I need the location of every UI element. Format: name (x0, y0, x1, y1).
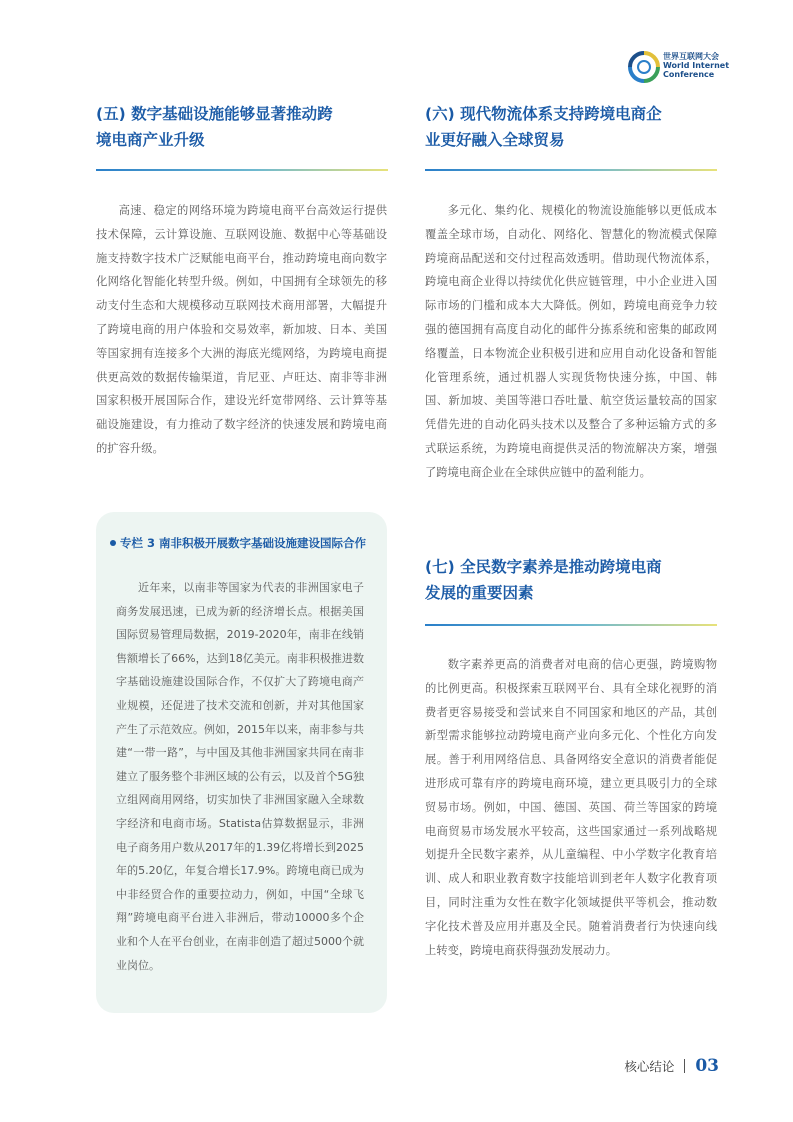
section-7-divider (425, 624, 717, 626)
section-7-body: 数字素养更高的消费者对电商的信心更强，跨境购物的比例更高。积极探索互联网平台、具有全球化视野的消费者更容易接受和尝试来自不同国家和地区的产品，其创新型需求能够拉动跨境电商产业向多元化、个性化方向发展。善于利用网络信息、具备网络安全意识的消费者能促进形成可靠有序的跨境电商环境，建立更具吸引力的全球贸易市场。例如，中国、德国、英国、荷兰等国家的跨境电商贸易市场发展水平较高，这些国家通过一系列战略规划提升全民数字素养，从儿童编程、中小学数字化教育培训、成人和职业教育数字技能培训到老年人数字化教育项目，同时注重为女性在数字化领域提供平等机会，推动数字化技术普及应用并惠及全民。随着消费者行为快速向线上转变，跨境电商获得强劲发展动力。 (425, 658, 717, 957)
section-5-heading (96, 101, 333, 153)
section-5-title-line-2: 境电商产业升级 (96, 131, 205, 149)
bullet-dot-icon (110, 540, 116, 546)
section-5-divider (96, 169, 388, 171)
wic-logo (627, 48, 737, 88)
logo-line-3: Conference (663, 70, 715, 79)
section-6-body: 多元化、集约化、规模化的物流设施能够以更低成本覆盖全球市场，自动化、网络化、智慧化的物流模式保障跨境商品配送和交付过程高效透明。借助现代物流体系，跨境电商企业得以持续优化供应链管理，中小企业进入国际市场的门槛和成本大大降低。例如，跨境电商竞争力较强的德国拥有高度自动化的邮件分拣系统和密集的邮政网络覆盖，日本物流企业积极引进和应用自动化设备和智能化管理系统，通过机器人实现货物快速分拣，中国、韩国、新加坡、美国等港口吞吐量、航空货运量较高的国家凭借先进的自动化码头技术以及整合了多种运输方式的多式联运系统，为跨境电商提供灵活的物流解决方案，增强了跨境电商企业在全球供应链中的盈利能力。 (425, 204, 717, 479)
page-footer (624, 1054, 719, 1078)
section-7-title-line-1: (七) 全民数字素养是推动跨境电商 (425, 558, 662, 576)
case-study-body: 近年来，以南非等国家为代表的非洲国家电子商务发展迅速，已成为新的经济增长点。根据美国国际贸易管理局数据，2019-2020年，南非在线销售额增长了66%，达到18亿美元。南非积极推进数字基础设施建设国际合作，不仅扩大了跨境电商产业规模，还促进了技术交流和创新，并对其他国家产生了示范效应。例如，2015年以来，南非参与共建“一带一路”，与中国及其他非洲国家共同在南非建立了服务整个非洲区域的公有云，以及首个5G独立组网商用网络，切实加快了非洲国家融入全球数字经济和电商市场。Statista估算数据显示，非洲电子商务用户数从2017年的1.39亿将增长到2025年的5.20亿，年复合增长17.9%。跨境电商已成为中非经贸合作的重要拉动力，例如，中国“全球飞翔”跨境电商平台进入非洲后，带动10000多个企业和个人在平台创业，在南非创造了超过5000个就业岗位。 (116, 581, 364, 972)
section-5-body: 高速、稳定的网络环境为跨境电商平台高效运行提供技术保障，云计算设施、互联网设施、数据中心等基础设施支持数字技术广泛赋能电商平台，推动跨境电商向数字化网络化智能化转型升级。例如，中国拥有全球领先的移动支付生态和大规模移动互联网技术商用部署，大幅提升了跨境电商的用户体验和交易效率，新加坡、日本、美国等国家拥有连接多个大洲的海底光缆网络，为跨境电商提供更高效的数据传输渠道，肯尼亚、卢旺达、南非等非洲国家积极开展国际合作，建设光纤宽带网络、云计算等基础设施建设，有力推动了数字经济的快速发展和跨境电商的扩容升级。 (96, 204, 387, 455)
section-6-divider (425, 169, 717, 171)
section-6-title-line-1: (六) 现代物流体系支持跨境电商企 (425, 105, 662, 123)
footer-separator (684, 1059, 685, 1073)
section-7-title-line-2: 发展的重要因素 (425, 584, 534, 602)
wic-logo-icon (627, 50, 661, 84)
footer-label: 核心结论 (624, 1059, 675, 1074)
page-number: 03 (695, 1056, 719, 1076)
wic-logo-text (663, 52, 729, 79)
section-6-heading (425, 101, 662, 153)
section-6-title-line-2: 业更好融入全球贸易 (425, 131, 565, 149)
logo-line-2: World Internet (663, 61, 730, 70)
section-7-heading (425, 554, 662, 606)
section-5-title-line-1: (五) 数字基础设施能够显著推动跨 (96, 105, 333, 123)
logo-line-1: 世界互联网大会 (663, 52, 719, 61)
case-study-title: 专栏 3 南非积极开展数字基础设施建设国际合作 (120, 536, 367, 550)
